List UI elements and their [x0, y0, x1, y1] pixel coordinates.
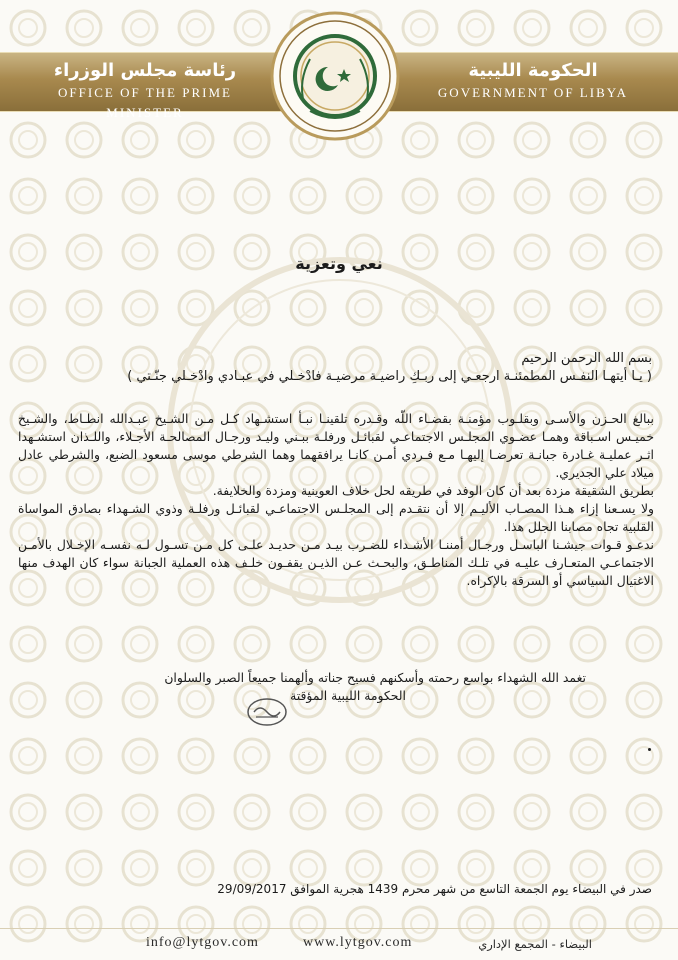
mark-dot — [648, 748, 651, 751]
letter-body — [18, 410, 654, 590]
body-paragraph: ببالغ الحـزن والأسـى وبقلـوب مؤمنـة بقضـاء اللّه وقـدره تلقينـا نبـأ استشـهاد كـل مـن الشـيخ عبـدالله انطـاط، والشـيخ خميـس اسـباقة وهمـا عضـوي المجلـس الاجتماعـي لقبائـل ورفلـة ببـني وليـد ورجـال المصالحـة الأجـلاء، واللـذان استشـهدا اثـر عمليـة غـادرة جبانـة تعرضـا إليهـا مـع فـردي أمـن كانـا يرافقهما وهما الشرطي موسى مسعود الضبع، والشرطي عادل ميلاد علي الجديري. — [18, 411, 654, 480]
page-title: نعي وتعزية — [295, 254, 383, 273]
government-title-en: GOVERNMENT OF LIBYA — [437, 85, 629, 100]
basmala: بسم الله الرحمن الرحيم — [521, 351, 652, 366]
quran-verse: ( يـا أيتهـا النفـس المطمئنـة ارجعـي إلى ربـكِ راضيـة مرضيـة فادْخـلي في عبـادي وادْخـلي جنّـتي ) — [127, 369, 652, 384]
footer-divider — [0, 928, 678, 929]
body-paragraph: ندعـو قـوات جيشـنا الباسـل ورجـال أمننـا الأشـداء للضـرب بيـد مـن حديـد علـى كل مـن تسـول لـه نفسـه الإخـلال بالأمـن الاجتماعـي المتعـارف عليـه في تلـك المناطـق، والبحـث عـن الذيـن يقفـون خلـف هذه العملية الجبانة سواء كان الهدف منها الاغتيال السياسي أو السرقة بالإكراه. — [18, 537, 654, 588]
office-title-ar: رئاسة مجلس الوزراء — [53, 60, 237, 81]
footer-email-link[interactable]: info@lytgov.com — [146, 935, 259, 950]
signature: الحكومة الليبية المؤقتة — [290, 688, 406, 703]
government-title-ar: الحكومة الليبية — [468, 60, 598, 81]
office-title-en: OFFICE OF THE PRIME MINISTER — [58, 85, 232, 120]
header-left-block — [20, 59, 270, 123]
closing-prayer: تغمد الله الشهداء بواسع رحمته وأسكنهم فسيح جناته وألهمنا جميعاً الصبر والسلوان — [164, 670, 586, 685]
footer-address: البيضاء - المجمع الإداري — [478, 937, 592, 951]
header-right-block — [408, 59, 658, 103]
body-paragraph: بطريق الشقيقة مزدة بعد أن كان الوفد في طريقه لحل خلاف العوينية ومزدة والخلايفة. — [212, 483, 654, 498]
footer-website-link[interactable]: www.lytgov.com — [303, 935, 413, 950]
issue-date-line: صدر في البيضاء يوم الجمعة التاسع من شهر محرم 1439 هجرية الموافق 29/09/2017 — [217, 882, 652, 896]
body-paragraph: ولا يسـعنا إزاء هـذا المصـاب الأليـم إلا أن نتقـدم إلى المجلـس الاجتماعـي لقبائـل ورفلـة وذوي الشـهداء بصادق المواساة القلبية تجاه مصابنا الجلل هذا. — [18, 501, 654, 534]
government-seal-logo — [270, 11, 400, 141]
